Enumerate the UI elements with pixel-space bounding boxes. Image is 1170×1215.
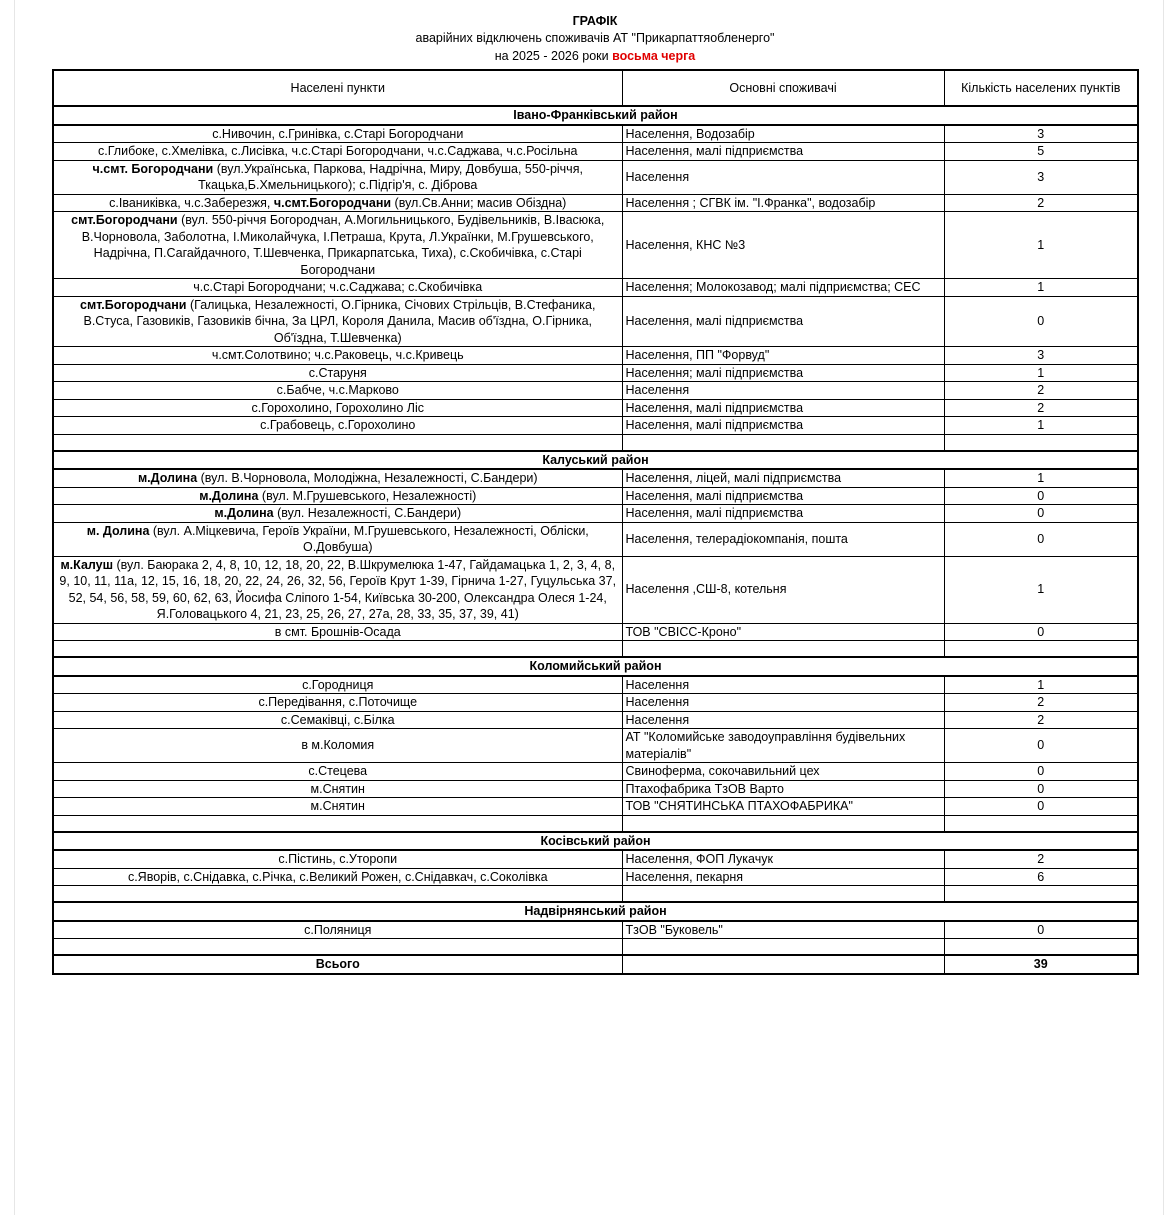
consumers-cell: Населення, пекарня [622,868,944,886]
district-name: Калуський район [53,451,1138,470]
consumers-cell: Населення [622,694,944,712]
table-row [53,347,1138,365]
locations-text: (вул. М.Грушевського, Незалежності) [258,488,477,503]
district-name: Косівський район [53,832,1138,851]
locations-text: (вул.Українська, Паркова, Надрічна, Миру, Довбуша, 550-річчя, Ткацька,Б.Хмельницького); с.Підгір'я, с. Діброва [198,161,583,192]
locations-text: с.Горохолино, Горохолино Ліс [251,400,424,415]
title-text: ГРАФІК [572,14,618,28]
count-cell: 0 [944,763,1138,781]
column-header-consumers: Основні споживачі [622,70,944,106]
locations-cell [53,487,622,505]
spacer-row [53,939,1138,956]
consumers-cell: ТОВ "СНЯТИНСЬКА ПТАХОФАБРИКА" [622,798,944,816]
count-cell: 1 [944,364,1138,382]
document-subtitle [0,30,1170,46]
district-name: Надвірнянський район [53,902,1138,921]
count-cell: 3 [944,125,1138,143]
locations-text: (вул. 550-річчя Богородчан, А.Могильницького, Будівельників, В.Івасюка, В.Чорновола, Заболотна, І.Миколайчука, І.Петраша, Крута, Л.Українки, М.Грушевського, Надрічна, П.Сагайдачного, Т.Шевченка, Прикарпатська, Тиха), с.Скобичівка, с.Старі Богородчани [81,213,605,277]
locations-cell [53,382,622,400]
consumers-cell: Населення, ПП "Форвуд" [622,347,944,365]
locations-main-settlement: м. Долина [86,523,150,538]
empty-cell [53,641,622,658]
table-row [53,194,1138,212]
consumers-cell: ТОВ "СВІСС-Кроно" [622,623,944,641]
consumers-cell: Населення [622,382,944,400]
count-cell: 2 [944,850,1138,868]
count-cell: 2 [944,382,1138,400]
empty-cell [944,815,1138,832]
consumers-cell: Населення, КНС №3 [622,212,944,279]
locations-main-settlement: м.Калуш [60,557,114,572]
locations-cell [53,676,622,694]
table-row [53,729,1138,763]
count-cell: 0 [944,729,1138,763]
table-row [53,711,1138,729]
table-row [53,279,1138,297]
empty-cell [622,815,944,832]
table-row [53,160,1138,194]
count-cell: 2 [944,711,1138,729]
table-row [53,694,1138,712]
count-cell: 2 [944,194,1138,212]
table-row [53,382,1138,400]
empty-cell [53,815,622,832]
locations-text: с.Бабче, ч.с.Марково [276,383,399,397]
count-cell: 2 [944,399,1138,417]
spacer-row [53,886,1138,903]
locations-text: в м.Коломия [301,738,375,753]
locations-cell [53,921,622,939]
table-row [53,623,1138,641]
spacer-row [53,641,1138,658]
empty-cell [944,434,1138,451]
locations-text: м.Снятин [310,799,365,813]
locations-cell [53,364,622,382]
period-text: на 2025 - 2026 роки [494,49,613,63]
locations-text: с.Поляниця [304,922,372,937]
outage-schedule-table [52,69,1139,975]
consumers-cell: Населення, малі підприємства [622,296,944,347]
locations-cell [53,194,622,212]
count-cell: 0 [944,921,1138,939]
empty-cell [53,434,622,451]
count-cell: 5 [944,143,1138,161]
table-row [53,487,1138,505]
locations-text: с.Пістинь, с.Уторопи [278,852,398,866]
count-cell: 1 [944,469,1138,487]
empty-cell [944,641,1138,658]
empty-cell [944,886,1138,903]
total-empty-cell [622,955,944,974]
consumers-cell: Населення, ФОП Лукачук [622,850,944,868]
locations-text: (вул. Незалежності, С.Бандери) [273,506,462,520]
table-row [53,417,1138,435]
locations-text: с.Глибоке, с.Хмелівка, с.Лисівка, ч.с.Старі Богородчани, ч.с.Саджава, ч.с.Росільна [98,144,578,158]
count-cell: 1 [944,279,1138,297]
total-row [53,955,1138,974]
locations-text: с.Старуня [308,365,367,380]
locations-cell [53,556,622,623]
locations-main-settlement: смт.Богородчани [71,213,178,227]
locations-cell [53,347,622,365]
table-row [53,850,1138,868]
locations-text: м.Снятин [310,781,365,796]
page-edge-right [1163,0,1164,1215]
locations-text: (вул. А.Міцкевича, Героїв України, М.Грушевського, Незалежності, Обліски, О.Довбуша) [149,523,589,554]
table-row [53,505,1138,523]
locations-main-settlement: смт.Богородчани [80,297,187,312]
queue-label: восьма черга [612,49,696,63]
consumers-cell: Населення [622,160,944,194]
locations-text: ч.смт.Солотвино; ч.с.Раковець, ч.с.Кривець [211,348,464,362]
table-row [53,556,1138,623]
page-edge-left [14,0,15,1215]
table-row [53,798,1138,816]
district-name: Коломийський район [53,657,1138,676]
locations-text: с.Городниця [302,677,374,692]
consumers-cell: Населення, малі підприємства [622,487,944,505]
table-row [53,780,1138,798]
locations-cell [53,279,622,297]
district-row [53,832,1138,851]
count-cell: 3 [944,347,1138,365]
count-cell: 1 [944,556,1138,623]
table-header-row [53,70,1138,106]
count-cell: 1 [944,417,1138,435]
locations-cell [53,729,622,763]
locations-cell [53,296,622,347]
empty-cell [622,434,944,451]
consumers-cell: АТ "Коломийське заводоуправління будівельних матеріалів" [622,729,944,763]
district-row [53,451,1138,470]
locations-cell [53,694,622,712]
locations-text: с.Стецева [308,764,368,778]
total-value: 39 [944,955,1138,974]
consumers-cell: ТзОВ "Буковель" [622,921,944,939]
locations-text: в смт. Брошнів-Осада [274,624,401,639]
count-cell: 0 [944,780,1138,798]
table-row [53,763,1138,781]
consumers-cell: Населення ,СШ-8, котельня [622,556,944,623]
count-cell: 0 [944,296,1138,347]
consumers-cell: Населення, малі підприємства [622,143,944,161]
count-cell: 0 [944,505,1138,523]
empty-cell [944,939,1138,956]
table-row [53,676,1138,694]
locations-cell [53,763,622,781]
locations-cell [53,798,622,816]
table-row [53,469,1138,487]
document-period [0,48,1170,64]
locations-text: ч.с.Старі Богородчани; ч.с.Саджава; с.Скобичівка [193,280,483,294]
consumers-cell: Птахофабрика ТзОВ Варто [622,780,944,798]
empty-cell [53,886,622,903]
district-row [53,657,1138,676]
count-cell: 0 [944,487,1138,505]
locations-text: с.Семаківці, с.Білка [280,712,395,727]
locations-main-settlement: м.Долина [214,506,274,520]
table-row [53,212,1138,279]
locations-main-settlement: ч.смт.Богородчани [273,195,392,210]
locations-cell [53,780,622,798]
locations-cell [53,399,622,417]
locations-text: (вул. Баюрака 2, 4, 8, 10, 12, 18, 20, 22, В.Шкрумелюка 1-47, Гайдамацька 1, 2, 3, 4, 8, 9, 10, 11, 11а, 12, 15, 16, 18, 20, 22, 24, 26, 32, 56, Героїв Крут 1-39, Гірнича 1-27, Гуцульська 37, 52, 54, 56, 58, 59, 60, 62, 63, Йосифа Сліпого 1-54, Київська 30-200, Олександра Олеся 1-24, Я.Головацького 4, 21, 23, 25, 26, 27, 27а, 28, 33, 35, 37, 39, 41) [59,557,617,621]
consumers-cell: Населення; малі підприємства [622,364,944,382]
locations-text: с.Яворів, с.Снідавка, с.Річка, с.Великий Рожен, с.Снідавкач, с.Соколівка [127,869,548,884]
locations-main-settlement: м.Долина [199,488,259,503]
locations-text: (вул. В.Чорновола, Молодіжна, Незалежності, С.Бандери) [197,471,538,485]
count-cell: 1 [944,212,1138,279]
consumers-cell: Населення, телерадіокомпанія, пошта [622,522,944,556]
table-row [53,921,1138,939]
consumers-cell: Населення [622,711,944,729]
locations-cell [53,212,622,279]
locations-prefix: с.Іваниківка, ч.с.Заберезжя, [109,195,274,210]
district-row [53,106,1138,125]
column-header-count: Кількість населених пунктів [944,70,1138,106]
consumers-cell: Населення, ліцей, малі підприємства [622,469,944,487]
table-row [53,868,1138,886]
district-row [53,902,1138,921]
consumers-cell: Населення ; СГВК ім. "І.Франка", водозабір [622,194,944,212]
locations-cell [53,125,622,143]
empty-cell [622,641,944,658]
locations-cell [53,623,622,641]
locations-cell [53,143,622,161]
locations-cell [53,417,622,435]
locations-main-settlement: м.Долина [137,471,198,485]
locations-cell [53,850,622,868]
locations-cell [53,868,622,886]
locations-cell [53,522,622,556]
consumers-cell: Населення, малі підприємства [622,505,944,523]
consumers-cell: Населення, малі підприємства [622,417,944,435]
document-title [0,13,1170,29]
empty-cell [622,939,944,956]
locations-cell [53,160,622,194]
table-row [53,522,1138,556]
locations-cell [53,711,622,729]
total-label: Всього [53,955,622,974]
table-row [53,296,1138,347]
table-row [53,125,1138,143]
locations-cell [53,505,622,523]
empty-cell [622,886,944,903]
column-header-locations: Населені пункти [53,70,622,106]
table-row [53,364,1138,382]
locations-text: с.Передівання, с.Поточище [258,695,418,709]
count-cell: 3 [944,160,1138,194]
empty-cell [53,939,622,956]
count-cell: 1 [944,676,1138,694]
locations-cell [53,469,622,487]
spacer-row [53,815,1138,832]
locations-main-settlement: ч.смт. Богородчани [92,161,214,176]
consumers-cell: Населення, малі підприємства [622,399,944,417]
consumers-cell: Свиноферма, сокочавильний цех [622,763,944,781]
locations-text: (Галицька, Незалежності, О.Гірника, Січових Стрільців, В.Стефаника, В.Стуса, Газовиків, Газовиків бічна, За ЦРЛ, Короля Данила, Масив об'їздна, О.Гірника, Об'їздна, Т.Шевченка) [83,297,596,345]
subtitle-text: аварійних відключень споживачів АТ "Прикарпаттяобленерго" [415,31,775,45]
locations-text: с.Грабовець, с.Горохолино [260,418,416,432]
locations-text: (вул.Св.Анни; масив Обіздна) [391,195,567,210]
district-name: Івано-Франківський район [53,106,1138,125]
count-cell: 2 [944,694,1138,712]
table-row [53,399,1138,417]
count-cell: 6 [944,868,1138,886]
consumers-cell: Населення, Водозабір [622,125,944,143]
count-cell: 0 [944,623,1138,641]
spacer-row [53,434,1138,451]
table-row [53,143,1138,161]
count-cell: 0 [944,798,1138,816]
locations-text: с.Нивочин, с.Гринівка, с.Старі Богородчани [212,126,464,141]
count-cell: 0 [944,522,1138,556]
consumers-cell: Населення [622,676,944,694]
consumers-cell: Населення; Молокозавод; малі підприємства; СЕС [622,279,944,297]
